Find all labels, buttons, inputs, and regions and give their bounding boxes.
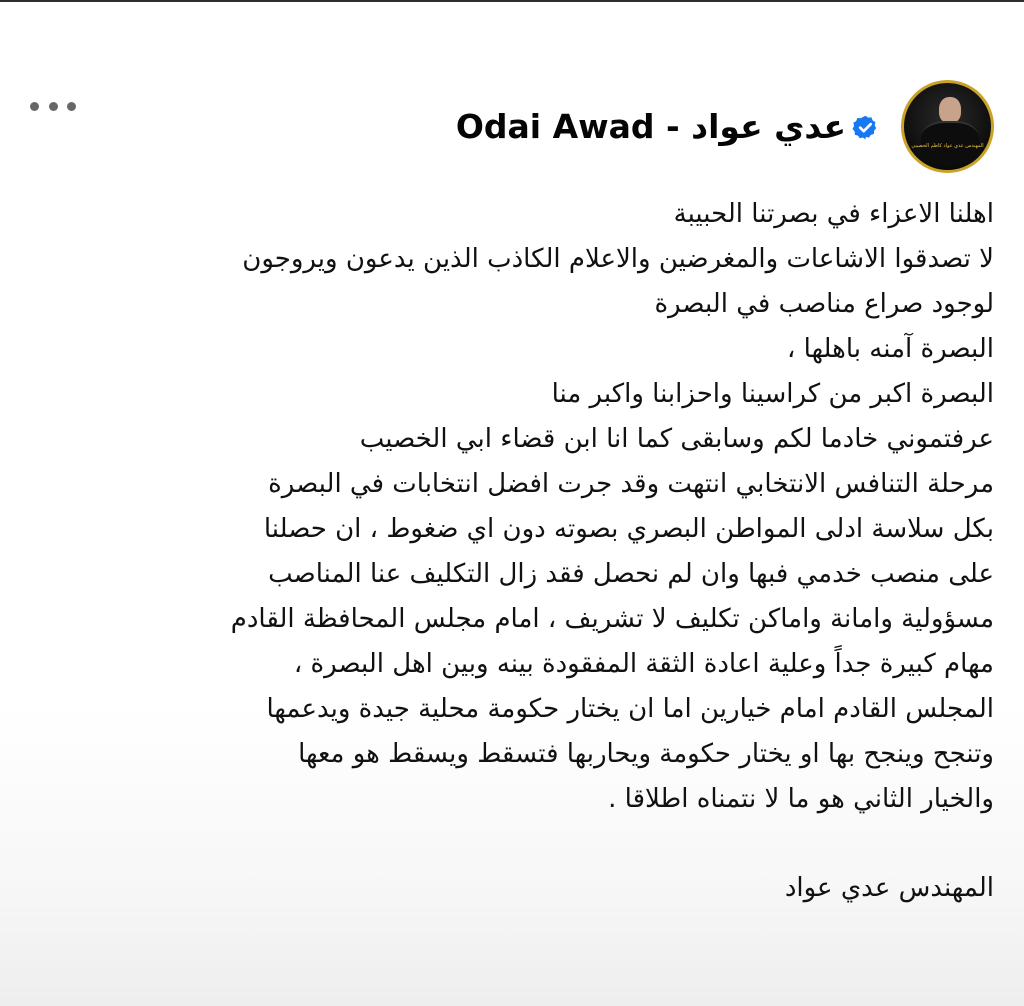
post-body xyxy=(20,192,994,822)
avatar-head-shape xyxy=(939,97,961,123)
post-signature: المهندس عدي عواد xyxy=(784,873,994,903)
more-horizontal-icon xyxy=(30,102,39,111)
post-line: اهلنا الاعزاء في بصرتنا الحبيبة xyxy=(673,199,994,229)
post-line: لوجود صراع مناصب في البصرة xyxy=(654,289,994,319)
post-line: مهام كبيرة جداً وعلية اعادة الثقة المفقودة بينه وبين اهل البصرة ، xyxy=(293,649,994,679)
post-header xyxy=(456,80,994,173)
post-line: وتنجح وينجح بها او يختار حكومة ويحاربها فتسقط ويسقط هو معها xyxy=(298,739,994,769)
top-divider xyxy=(0,0,1024,2)
post-line: مسؤولية وامانة واماكن تكليف لا تشريف ، امام مجلس المحافظة القادم xyxy=(230,604,994,634)
avatar-body-shape xyxy=(921,121,979,163)
verified-badge-icon xyxy=(852,114,879,141)
post-line: البصرة اكبر من كراسينا واحزابنا واكبر منا xyxy=(551,379,994,409)
post-line: المجلس القادم امام خيارين اما ان يختار حكومة محلية جيدة ويدعمها xyxy=(266,694,994,724)
post-line: بكل سلاسة ادلى المواطن البصري بصوته دون اي ضغوط ، ان حصلنا xyxy=(263,514,994,544)
post-line: مرحلة التنافس الانتخابي انتهت وقد جرت افضل انتخابات في البصرة xyxy=(268,469,994,499)
post-line: لا تصدقوا الاشاعات والمغرضين والاعلام الكاذب الذين يدعون ويروجون xyxy=(242,244,994,274)
post-line: عرفتموني خادما لكم وسابقى كما انا ابن قضاء ابي الخصيب xyxy=(359,424,994,454)
post-line: البصرة آمنه باهلها ، xyxy=(786,334,994,364)
author-name-row xyxy=(456,107,879,146)
more-options-button[interactable] xyxy=(30,94,76,118)
author-name[interactable]: عدي عواد - Odai Awad xyxy=(455,107,846,146)
post-line: على منصب خدمي فبها وان لم نحصل فقد زال التكليف عنا المناصب xyxy=(268,559,994,589)
avatar-caption: المهندس عدي عواد كاظم الخصيبي xyxy=(911,143,984,149)
more-horizontal-icon-dot xyxy=(49,102,58,111)
avatar[interactable] xyxy=(901,80,994,173)
more-horizontal-icon-dot xyxy=(67,102,76,111)
post-line: والخيار الثاني هو ما لا نتمناه اطلاقا . xyxy=(608,784,994,814)
